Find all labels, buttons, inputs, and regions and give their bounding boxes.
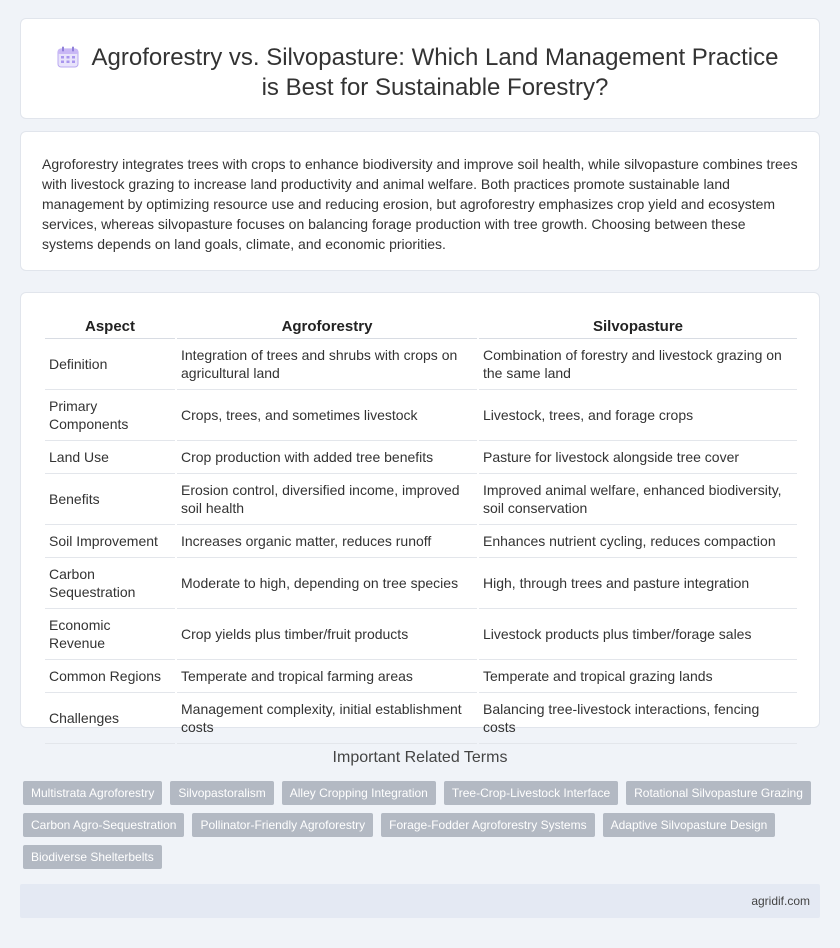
footer-site-link[interactable]: agridif.com (751, 894, 810, 908)
agroforestry-cell: Crop yields plus timber/fruit products (177, 609, 477, 660)
aspect-cell: Economic Revenue (45, 609, 175, 660)
related-term-tag[interactable]: Pollinator-Friendly Agroforestry (192, 813, 373, 837)
header-aspect: Aspect (45, 315, 175, 339)
agroforestry-cell: Increases organic matter, reduces runoff (177, 525, 477, 558)
page-title: Agroforestry vs. Silvopasture: Which Land Management Practice is Best for Sustainable Forestry? (91, 44, 779, 101)
agroforestry-cell: Temperate and tropical farming areas (177, 660, 477, 693)
table-row (45, 474, 797, 525)
title-card (20, 18, 820, 119)
silvopasture-cell: Improved animal welfare, enhanced biodiversity, soil conservation (479, 474, 797, 525)
table-row (45, 660, 797, 693)
agroforestry-cell: Erosion control, diversified income, improved soil health (177, 474, 477, 525)
related-terms-heading: Important Related Terms (332, 749, 508, 766)
table-header-row (45, 315, 797, 339)
related-term-tag[interactable]: Multistrata Agroforestry (23, 781, 162, 805)
header-agroforestry: Agroforestry (177, 315, 477, 339)
related-term-tag[interactable]: Adaptive Silvopasture Design (603, 813, 776, 837)
comparison-table-card (20, 292, 820, 735)
related-term-tag[interactable]: Tree-Crop-Livestock Interface (444, 781, 618, 805)
table-row (45, 558, 797, 609)
related-term-tag[interactable]: Rotational Silvopasture Grazing (626, 781, 811, 805)
related-term-tag[interactable]: Biodiverse Shelterbelts (23, 845, 162, 869)
aspect-cell: Benefits (45, 474, 175, 525)
comparison-table (43, 315, 799, 744)
table-row (45, 390, 797, 441)
agroforestry-cell: Crops, trees, and sometimes livestock (177, 390, 477, 441)
agroforestry-cell: Crop production with added tree benefits (177, 441, 477, 474)
agroforestry-cell: Moderate to high, depending on tree species (177, 558, 477, 609)
intro-paragraph: Agroforestry integrates trees with crops to enhance biodiversity and improve soil health, while silvopasture combines trees with livestock grazing to increase land productivity and animal welfare. Both practices promote sustainable land management by optimizing resource use and reducing erosion, but agroforestry emphasizes crop yield and ecosystem services, whereas silvopasture focuses on balancing forage production with tree growth. Choosing between these systems depends on land goals, climate, and economic priorities. (42, 156, 798, 252)
related-term-tag[interactable]: Forage-Fodder Agroforestry Systems (381, 813, 594, 837)
silvopasture-cell: Enhances nutrient cycling, reduces compaction (479, 525, 797, 558)
related-term-tag[interactable]: Silvopastoralism (170, 781, 273, 805)
aspect-cell: Soil Improvement (45, 525, 175, 558)
related-terms-list (23, 781, 823, 877)
silvopasture-cell: Livestock, trees, and forage crops (479, 390, 797, 441)
aspect-cell: Definition (45, 339, 175, 390)
table-row (45, 525, 797, 558)
table-row (45, 441, 797, 474)
aspect-cell: Common Regions (45, 660, 175, 693)
related-term-tag[interactable]: Alley Cropping Integration (282, 781, 436, 805)
silvopasture-cell: High, through trees and pasture integration (479, 558, 797, 609)
intro-card (20, 131, 820, 271)
silvopasture-cell: Combination of forestry and livestock grazing on the same land (479, 339, 797, 390)
aspect-cell: Challenges (45, 693, 175, 744)
table-row (45, 609, 797, 660)
aspect-cell: Land Use (45, 441, 175, 474)
table-row (45, 693, 797, 744)
silvopasture-cell: Pasture for livestock alongside tree cover (479, 441, 797, 474)
silvopasture-cell: Temperate and tropical grazing lands (479, 660, 797, 693)
agroforestry-cell: Integration of trees and shrubs with crops on agricultural land (177, 339, 477, 390)
related-term-tag[interactable]: Carbon Agro-Sequestration (23, 813, 184, 837)
footer-bar (20, 884, 820, 918)
header-silvopasture: Silvopasture (479, 315, 797, 339)
aspect-cell: Primary Components (45, 390, 175, 441)
silvopasture-cell: Livestock products plus timber/forage sales (479, 609, 797, 660)
table-row (45, 339, 797, 390)
silvopasture-cell: Balancing tree-livestock interactions, fencing costs (479, 693, 797, 744)
aspect-cell: Carbon Sequestration (45, 558, 175, 609)
agroforestry-cell: Management complexity, initial establishment costs (177, 693, 477, 744)
